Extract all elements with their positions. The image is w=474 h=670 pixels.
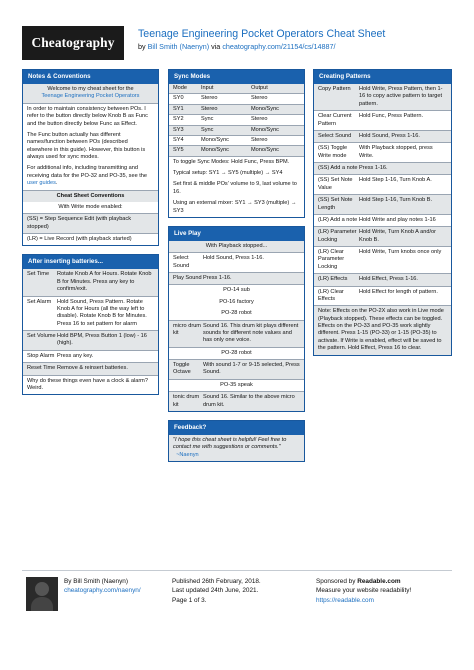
footer-sponsor-url[interactable]: https://readable.com [316, 596, 374, 604]
avatar-body [31, 597, 53, 611]
row-value: Press 1-16. [203, 275, 232, 281]
row-key: (LR) Add a note [318, 216, 358, 223]
conventions-heading [23, 190, 158, 202]
table-row [314, 84, 451, 110]
footer-sponsor-name[interactable]: Readable.com [357, 578, 401, 585]
page-title: Teenage Engineering Pocket Operators Cheat Sheet [138, 28, 386, 40]
table-row [169, 93, 304, 103]
table-row [314, 194, 451, 214]
cell: Stereo [201, 95, 218, 102]
row-key: (SS) Add a note [318, 165, 358, 171]
row-value: Remove & reinsert batteries. [57, 365, 128, 372]
table-row [169, 125, 304, 135]
note-p2: The Func button actually has different names/function between POs (described elsewhere in this guide). However, this button is always used for sync modes. [27, 131, 146, 160]
po28-label: PO-28 robot [221, 310, 252, 317]
cell: Sync [201, 126, 214, 133]
table-row [23, 350, 158, 362]
table-row [314, 162, 451, 174]
welcome-text [23, 84, 158, 103]
note-p3: For additional info, including transmitting and receiving data for the PO-32 and PO-35, see the user guides. [27, 165, 148, 187]
welcome-link[interactable]: Teenage Engineering Pocket Operators [41, 93, 140, 100]
cell: SY5 [173, 147, 184, 154]
table-row [169, 145, 304, 155]
col-input: Input [201, 85, 214, 91]
row-value: Hold Write and play notes 1-16 [359, 216, 436, 223]
footer [22, 570, 452, 636]
via-label: via [211, 42, 221, 51]
notes-heading: Notes & Conventions [23, 70, 158, 84]
avatar-head [35, 582, 49, 596]
row-value: Hold BPM, Press Button 1 (low) - 16 (high). [57, 333, 147, 347]
sync-heading: Sync Modes [169, 70, 304, 84]
column-2 [168, 69, 305, 470]
cell: Stereo [201, 105, 218, 112]
row-value: Hold Write, Turn knobs once only [359, 249, 442, 255]
row-key: Set Time [27, 271, 50, 278]
live-play-section [168, 226, 305, 412]
author-link[interactable]: Bill Smith (Naenyn) [147, 42, 210, 51]
row-value: Hold Step 1-16, Turn Knob B. [359, 197, 433, 204]
po28-robot-label: PO-28 robot [169, 347, 304, 359]
creating-patterns-section [313, 69, 452, 356]
po16-label: PO-16 factory [219, 298, 254, 305]
po14-label: PO-14 sub [169, 284, 304, 296]
table-row [169, 359, 304, 379]
col-mode: Mode [173, 85, 187, 91]
feedback-text: "I hope this cheat sheet is helpful! Feel free to contact me with suggestions or comments." [173, 436, 287, 451]
table-row [169, 391, 304, 411]
row-key: Copy Pattern [318, 86, 351, 92]
sync-table-header [169, 84, 304, 93]
row-value: Hold Step 1-16, Turn Knob A. [359, 177, 432, 184]
sync-toggle: To toggle Sync Modes: Hold Func, Press BPM. [169, 156, 304, 168]
cell: SY3 [173, 126, 184, 133]
cell: Stereo [251, 116, 268, 123]
conventions-title: Cheat Sheet Conventions [56, 192, 125, 199]
row-value: Hold Sound, Press Pattern. Rotate Knob A for Hours (all the way left to disable). Rotate Knob B for Minutes. Press 16 to set pattern for alarm [57, 298, 147, 327]
table-row [314, 174, 451, 194]
row-value: Hold Write, Turn Knob A and/or Knob B. [359, 229, 437, 243]
sync-external: Using an external mixer: SY1 → SY3 (multiple) → SY3 [173, 200, 297, 214]
row-key: (SS) Set Note Value [318, 177, 353, 191]
row-key: (SS) Toggle Write mode [318, 145, 348, 159]
row-key: Set Volume [27, 333, 56, 339]
row-key: Select Sound [173, 255, 190, 269]
patterns-note: Note: Effects on the PO-2X also work in Live mode (Playback stopped). These effects can be toggled. Effects on the PO-33 and PO-35 work slightly different. Press 1-15 (PO-33) or 1-15 (PO-35) to activate. If Write is enabled, effect will be saved to the pattern. Hold Effect, Press 16 to clear. [314, 305, 451, 354]
cell: Stereo [251, 95, 268, 102]
cell: Mono/Sync [201, 147, 229, 154]
footer-measure: Measure your website readability! [316, 587, 412, 595]
footer-author [64, 577, 141, 596]
sync-modes-section [168, 69, 305, 218]
row-value: Sound 16. This drum kit plays different sounds for different note values and has only one voice. [203, 322, 299, 344]
after-batteries-section [22, 254, 159, 395]
row-value: Press 1-16. [359, 165, 388, 171]
cell: Mono/Sync [251, 126, 279, 133]
footer-by: By [64, 578, 72, 585]
footer-author-name[interactable]: Bill Smith [73, 578, 100, 585]
user-guides-link[interactable]: user guides [27, 180, 56, 187]
column-1 [22, 69, 159, 403]
row-key: (LR) Clear Effects [318, 288, 344, 302]
table-row [314, 130, 451, 142]
row-key: (LR) Parameter Locking [318, 229, 357, 243]
table-row [169, 104, 304, 114]
after-note: Why do these things even have a clock & alarm? Weird. [23, 375, 158, 395]
table-row [169, 135, 304, 145]
table-row [314, 286, 451, 306]
table-row [314, 214, 451, 226]
row-value: Hold Sound, Press 1-16. [359, 132, 420, 139]
patterns-heading: Creating Patterns [314, 70, 451, 84]
row-value: Rotate Knob A for Hours. Rotate Knob B for Minutes. Press any key to confirm/exit. [57, 271, 152, 293]
cell: SY4 [173, 136, 184, 143]
feedback-heading: Feedback? [169, 421, 304, 435]
footer-published: Published 26th February, 2018. [172, 578, 261, 585]
row-value: Press any key. [57, 352, 94, 359]
footer-dates [172, 577, 261, 605]
row-key: Select Sound [318, 132, 352, 139]
row-value: With Playback stopped, press Write. [359, 145, 433, 159]
cell: Mono/Sync [251, 105, 279, 112]
cell: SY0 [173, 95, 184, 102]
convention-ss: (SS) = Step Sequence Edit (with playback stopped) [23, 213, 158, 233]
sync-first: Set first & middle POs' volume to 9, last volume to 16. [173, 181, 297, 195]
cell: Mono/Sync [251, 147, 279, 154]
row-key: micro drum kit [173, 322, 201, 336]
notes-section [22, 69, 159, 246]
row-key: (SS) Set Note Length [318, 197, 353, 211]
row-key: (LR) Clear Parameter Locking [318, 249, 345, 270]
row-value: With sound 1-7 or 9-15 selected, Press Sound. [203, 362, 300, 376]
header [0, 0, 474, 68]
table-row [23, 330, 158, 350]
table-row [23, 296, 158, 331]
sheet-url-link[interactable]: cheatography.com/21154/cs/14887/ [222, 42, 336, 51]
table-row [169, 320, 304, 347]
footer-author-handle: (Naenyn) [101, 578, 128, 585]
table-row [314, 246, 451, 273]
feedback-signature[interactable]: ~Naenyn [176, 451, 199, 458]
row-value: Hold Func, Press Pattern. [359, 113, 424, 120]
cell: Stereo [251, 136, 268, 143]
table-row [314, 226, 451, 246]
convention-lr: (LR) = Live Record (with playback started) [23, 233, 158, 245]
live-play-heading: Live Play [169, 227, 304, 241]
welcome-label: Welcome to my cheat sheet for the [47, 86, 134, 92]
table-row [23, 269, 158, 295]
table-row [23, 362, 158, 374]
footer-sponsor [316, 577, 411, 605]
live-stopped: With Playback stopped... [169, 241, 304, 252]
row-key: Play Sound [173, 275, 202, 281]
row-value: Hold Sound, Press 1-16. [203, 255, 264, 262]
sync-typical: Typical setup: SY1 → SY5 (multiple) → SY4 [173, 170, 283, 176]
row-value: Sound 16. Similar to the above micro drum kit. [203, 394, 295, 408]
cell: SY2 [173, 116, 184, 123]
footer-sponsored-label: Sponsored by [316, 578, 356, 585]
row-value: Hold Effect, Press 1-16. [359, 276, 418, 283]
conventions-sub: With Write mode enabled: [58, 203, 123, 210]
feedback-quote [169, 435, 304, 461]
table-row [169, 252, 304, 272]
row-key: tonic drum kit [173, 394, 200, 408]
column-3 [313, 69, 452, 364]
row-key: Reset Time [27, 365, 56, 372]
row-key: (LR) Effects [318, 276, 348, 283]
footer-page: Page 1 of 3. [172, 596, 207, 604]
note-p1: In order to maintain consistency between POs. I refer to the button directly below Knob B as Func and the button directly below Func as Effect. [23, 103, 158, 130]
cell: Mono/Sync [201, 136, 229, 143]
cheatography-logo[interactable]: Cheatography [22, 26, 124, 60]
row-key: Stop Alarm [27, 352, 55, 359]
feedback-section [168, 420, 305, 462]
table-row [169, 272, 304, 284]
table-row [314, 273, 451, 285]
row-value: Hold Effect for length of pattern. [359, 288, 438, 295]
table-row [314, 110, 451, 130]
table-row [169, 114, 304, 124]
row-key: Toggle Octave [173, 362, 191, 376]
note-p3-text: For additional info, including transmitting and receiving data for the PO-32 and PO-35, see the [27, 165, 148, 179]
row-value: Hold Write, Press Pattern, then 1-16 to copy active pattern to target pattern. [359, 86, 443, 107]
footer-updated: Last updated 24th June, 2021. [172, 587, 259, 595]
by-label: by [138, 42, 146, 51]
cell: Sync [201, 116, 214, 123]
row-key: Set Alarm [27, 298, 52, 305]
footer-author-url[interactable]: cheatography.com/naenyn/ [64, 587, 141, 595]
header-byline [138, 42, 336, 52]
po35-label: PO-35 speak [169, 379, 304, 391]
table-row [314, 142, 451, 162]
avatar[interactable] [26, 577, 58, 611]
col-output: Output [251, 85, 268, 91]
row-key: Clear Current Pattern [318, 113, 352, 127]
cell: SY1 [173, 105, 184, 112]
after-batteries-heading: After inserting batteries... [23, 255, 158, 269]
